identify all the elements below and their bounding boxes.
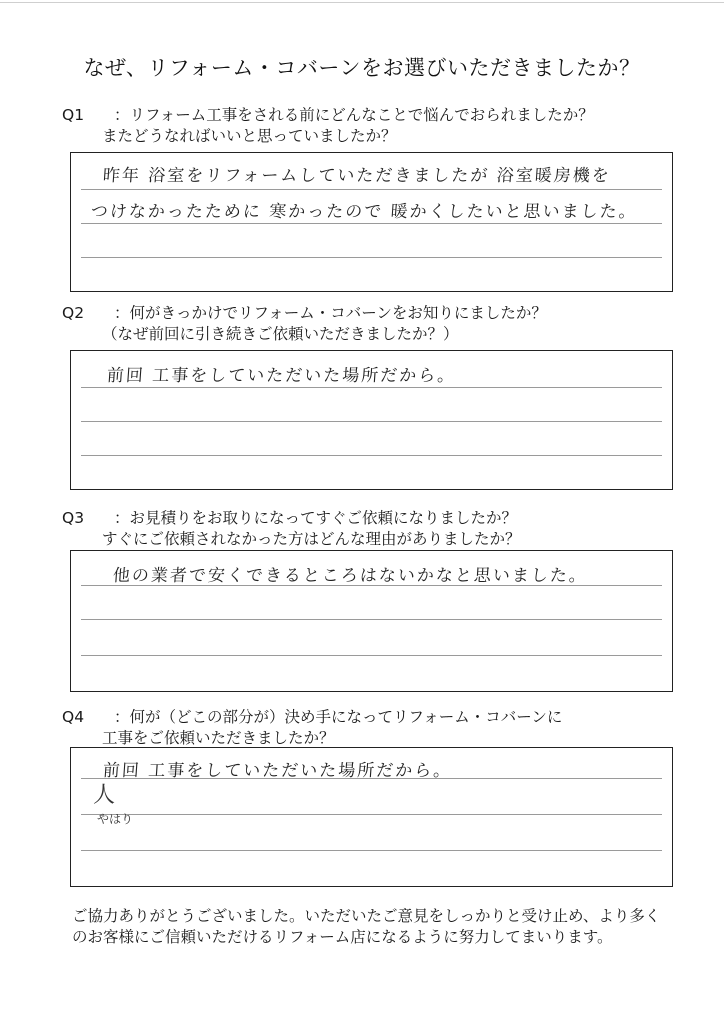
answer-3-line1: 他の業者で安くできるところはないかなと思いました。: [112, 566, 589, 586]
survey-title: なぜ、リフォーム・コバーンをお選びいただきましたか？: [83, 56, 641, 80]
answer-1-line2: つけなかったために 寒かったので 暖かくしたいと思いました。: [90, 202, 639, 222]
insert-note: やはり: [97, 812, 134, 826]
answer-4-line1: 前回 工事をしていただいた場所だから。: [102, 761, 453, 781]
ruled-line: [81, 814, 662, 815]
ruled-line: [81, 850, 662, 851]
answer-1-line1: 昨年 浴室をリフォームしていただきましたが 浴室暖房機を: [102, 166, 612, 186]
question-1: [62, 105, 594, 147]
question-2-number: Q2: [62, 304, 85, 322]
question-3-text-line1: ：お見積りをお取りになってすぐご依頼になりましたか？: [114, 509, 518, 527]
question-2: [62, 303, 547, 345]
insert-caret-mark: 人: [93, 783, 116, 808]
answer-box-2: [70, 350, 673, 490]
question-3-number: Q3: [62, 509, 85, 527]
question-1-text-line2: またどうなればいいと思っていましたか？: [102, 127, 397, 145]
question-2-text-line1: ：何がきっかけでリフォーム・コバーンをお知りにましたか？: [114, 304, 547, 322]
ruled-line: [81, 455, 662, 456]
answer-box-1: [70, 152, 673, 292]
question-3: [62, 508, 521, 550]
ruled-line: [81, 223, 662, 224]
question-1-number: Q1: [62, 106, 85, 124]
question-3-text-line2: すぐにご依頼されなかった方はどんな理由がありましたか？: [102, 530, 521, 548]
ruled-line: [81, 655, 662, 656]
answer-2-line1: 前回 工事をしていただいた場所だから。: [106, 366, 457, 386]
question-1-text-line1: ：リフォーム工事をされる前にどんなことで悩んでおられましたか？: [114, 106, 594, 124]
ruled-line: [81, 619, 662, 620]
question-4: [62, 707, 562, 749]
top-rule: [0, 2, 724, 3]
ruled-line: [81, 387, 662, 388]
question-4-number: Q4: [62, 708, 85, 726]
question-2-text-line2: （なぜ前回に引き続きご依頼いただきましたか？）: [102, 325, 459, 343]
ruled-line: [81, 257, 662, 258]
answer-box-4: [70, 747, 673, 887]
question-4-text-line1: ：何が（どこの部分が）決め手になってリフォーム・コバーンに: [114, 708, 563, 726]
closing-message: ご協力ありがとうございました。いただいたご意見をしっかりと受け止め、より多くのお客様にご信頼いただけるリフォーム店になるように努力してまいります。: [72, 907, 661, 946]
question-4-text-line2: 工事をご依頼いただきましたか？: [102, 729, 335, 747]
ruled-line: [81, 421, 662, 422]
answer-box-3: [70, 550, 673, 692]
ruled-line: [81, 189, 662, 190]
